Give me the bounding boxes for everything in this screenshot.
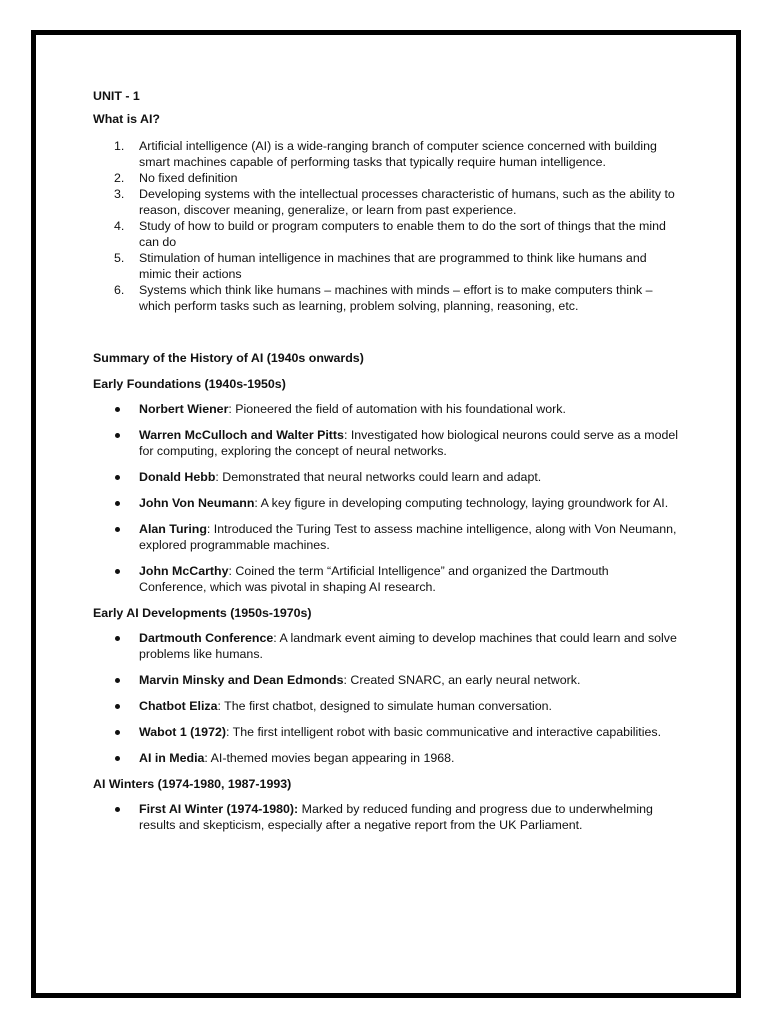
item-text: : A key figure in developing computing technology, laying groundwork for AI. xyxy=(254,496,669,510)
bullet-icon xyxy=(115,678,120,683)
list-item xyxy=(93,170,678,186)
list-item xyxy=(93,563,678,595)
list-item xyxy=(93,630,678,662)
list-item xyxy=(93,186,678,218)
early-ai-developments-heading: Early AI Developments (1950s-1970s) xyxy=(93,606,312,620)
item-text: Artificial intelligence (AI) is a wide-ranging branch of computer science concerned with building smart machines capable of performing tasks that typically require human intelligence. xyxy=(139,139,657,169)
item-text: : A landmark event aiming to develop machines that could learn and solve problems like humans. xyxy=(139,631,677,661)
item-text: No fixed definition xyxy=(139,171,238,185)
item-name: Wabot 1 (1972) xyxy=(139,725,226,739)
list-item xyxy=(93,401,678,417)
item-text: : Pioneered the field of automation with his foundational work. xyxy=(228,402,566,416)
item-name: AI in Media xyxy=(139,751,205,765)
item-number: 3. xyxy=(114,187,125,201)
bullet-icon xyxy=(115,475,120,480)
item-text: Developing systems with the intellectual processes characteristic of humans, such as the ability to reason, discover meaning, generalize, or learn from past experience. xyxy=(139,187,675,217)
early-foundations-list xyxy=(93,401,678,595)
item-name: John McCarthy xyxy=(139,564,229,578)
bullet-icon xyxy=(115,527,120,532)
summary-heading: Summary of the History of AI (1940s onwards) xyxy=(93,351,364,365)
list-item xyxy=(93,698,678,714)
item-text: : Demonstrated that neural networks could learn and adapt. xyxy=(215,470,542,484)
list-item xyxy=(93,801,678,833)
item-text: : AI-themed movies began appearing in 1968. xyxy=(204,751,455,765)
item-text: Stimulation of human intelligence in machines that are programmed to think like humans and mimic their actions xyxy=(139,251,647,281)
list-item xyxy=(93,672,678,688)
item-text: : Coined the term “Artificial Intelligence” and organized the Dartmouth Conference, which was pivotal in shaping AI research. xyxy=(139,564,609,594)
bullet-icon xyxy=(115,807,120,812)
list-item xyxy=(93,138,678,170)
bullet-icon xyxy=(115,407,120,412)
item-text: : Introduced the Turing Test to assess machine intelligence, along with Von Neumann, explored programmable machines. xyxy=(139,522,677,552)
bullet-icon xyxy=(115,756,120,761)
ai-winters-list xyxy=(93,801,678,833)
list-item xyxy=(93,282,678,314)
list-item xyxy=(93,750,678,766)
item-text: : The first chatbot, designed to simulate human conversation. xyxy=(217,699,552,713)
item-text: Systems which think like humans – machines with minds – effort is to make computers think – which perform tasks such as learning, problem solving, planning, reasoning, etc. xyxy=(139,283,653,313)
item-name: John Von Neumann xyxy=(139,496,255,510)
definition-list xyxy=(93,138,678,314)
list-item xyxy=(93,469,678,485)
document-content xyxy=(93,85,678,833)
list-item xyxy=(93,218,678,250)
item-name: Alan Turing xyxy=(139,522,207,536)
list-item xyxy=(93,495,678,511)
bullet-icon xyxy=(115,636,120,641)
item-number: 6. xyxy=(114,283,125,297)
item-text: : Investigated how biological neurons could serve as a model for computing, exploring the concept of neural networks. xyxy=(139,428,678,458)
list-item xyxy=(93,724,678,740)
item-name: Norbert Wiener xyxy=(139,402,229,416)
item-number: 4. xyxy=(114,219,125,233)
item-text: Marked by reduced funding and progress due to underwhelming results and skepticism, especially after a negative report from the UK Parliament. xyxy=(139,802,653,832)
bullet-icon xyxy=(115,433,120,438)
item-name: Chatbot Eliza xyxy=(139,699,218,713)
bullet-icon xyxy=(115,730,120,735)
item-text: : The first intelligent robot with basic communicative and interactive capabilities. xyxy=(225,725,662,739)
item-name: Marvin Minsky and Dean Edmonds xyxy=(139,673,344,687)
item-name: Donald Hebb xyxy=(139,470,216,484)
bullet-icon xyxy=(115,569,120,574)
early-ai-developments-list xyxy=(93,630,678,766)
item-text: Study of how to build or program computers to enable them to do the sort of things that the mind can do xyxy=(139,219,666,249)
item-number: 2. xyxy=(114,171,125,185)
ai-winters-heading: AI Winters (1974-1980, 1987-1993) xyxy=(93,777,292,791)
item-text: : Created SNARC, an early neural network. xyxy=(343,673,581,687)
item-number: 5. xyxy=(114,251,125,265)
list-item xyxy=(93,250,678,282)
bullet-icon xyxy=(115,704,120,709)
unit-title: UNIT - 1 xyxy=(93,89,140,103)
item-name: Dartmouth Conference xyxy=(139,631,274,645)
item-number: 1. xyxy=(114,139,125,153)
bullet-icon xyxy=(115,501,120,506)
item-name: First AI Winter (1974-1980): xyxy=(139,802,299,816)
list-item xyxy=(93,521,678,553)
list-item xyxy=(93,427,678,459)
early-foundations-heading: Early Foundations (1940s-1950s) xyxy=(93,377,286,391)
what-is-ai-heading: What is AI? xyxy=(93,112,160,126)
item-name: Warren McCulloch and Walter Pitts xyxy=(139,428,344,442)
